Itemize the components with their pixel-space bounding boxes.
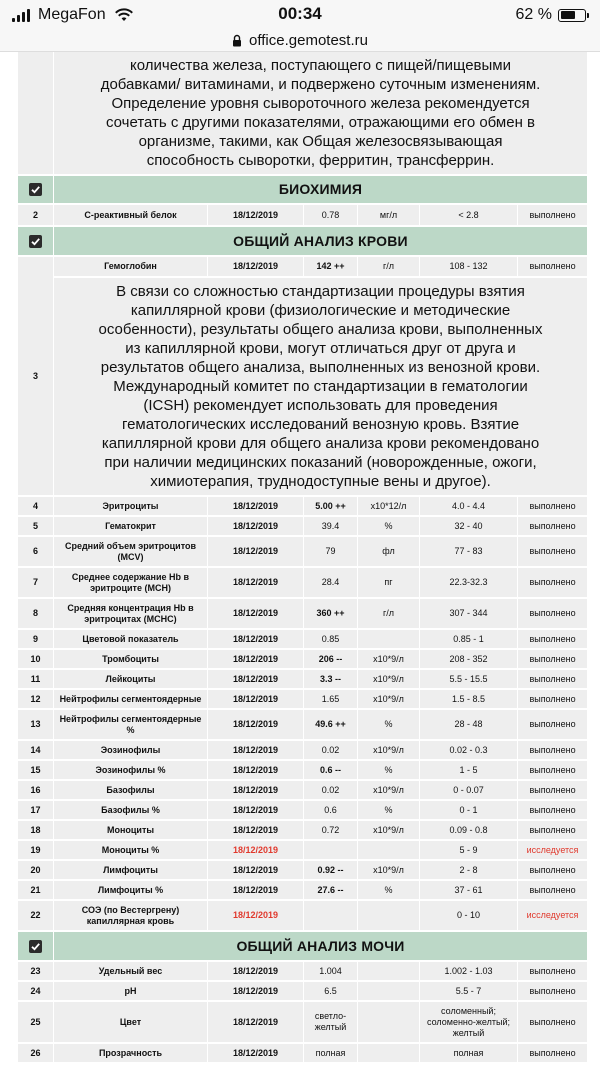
- cell-unit: x10*9/л: [358, 650, 420, 670]
- cell-date: 18/12/2019: [208, 901, 304, 932]
- cell-status: выполнено: [518, 257, 588, 278]
- cell-num: 6: [18, 537, 54, 568]
- cell-date: 18/12/2019: [208, 821, 304, 841]
- cell-unit: мг/л: [358, 205, 420, 227]
- cell-date: 18/12/2019: [208, 497, 304, 517]
- cell-name: Нейтрофилы сегментоядерные: [54, 690, 208, 710]
- section-checkbox[interactable]: [18, 176, 54, 205]
- cell-status: исследуется: [518, 841, 588, 861]
- cell-status: выполнено: [518, 205, 588, 227]
- cell-unit: x10*9/л: [358, 741, 420, 761]
- cell-status: выполнено: [518, 710, 588, 741]
- cell-num: 23: [18, 962, 54, 982]
- cell-value: 39.4: [304, 517, 358, 537]
- lock-icon: [232, 34, 242, 47]
- cell-unit: %: [358, 881, 420, 901]
- cell-num: 3: [18, 257, 54, 497]
- cell-date: 18/12/2019: [208, 599, 304, 630]
- cell-status: выполнено: [518, 881, 588, 901]
- section-checkbox[interactable]: [18, 932, 54, 962]
- cell-unit: x10*9/л: [358, 861, 420, 881]
- cell-date: 18/12/2019: [208, 741, 304, 761]
- cell-name: Нейтрофилы сегментоядерные %: [54, 710, 208, 741]
- table-row: [18, 537, 588, 568]
- table-row: [18, 761, 588, 781]
- cell-status: выполнено: [518, 982, 588, 1002]
- section-header-blood: [18, 227, 588, 257]
- cell-name: Прозрачность: [54, 1044, 208, 1064]
- cell-unit: [358, 1044, 420, 1064]
- checkbox-checked-icon[interactable]: [29, 940, 42, 953]
- cell-name: Средний объем эритроцитов (MCV): [54, 537, 208, 568]
- cell-date: 18/12/2019: [208, 517, 304, 537]
- battery-area: [516, 4, 586, 26]
- cell-ref: 1 - 5: [420, 761, 518, 781]
- cell-value: полная: [304, 1044, 358, 1064]
- cell-ref: 2 - 8: [420, 861, 518, 881]
- cell-status: выполнено: [518, 537, 588, 568]
- table-row: [18, 710, 588, 741]
- cell-status: выполнено: [518, 821, 588, 841]
- cell-name: С-реактивный белок: [54, 205, 208, 227]
- cell-ref: 0.85 - 1: [420, 630, 518, 650]
- cell-value: 0.6 --: [304, 761, 358, 781]
- cell-status: выполнено: [518, 861, 588, 881]
- table-row: [18, 881, 588, 901]
- cell-unit: %: [358, 517, 420, 537]
- cell-name: Удельный вес: [54, 962, 208, 982]
- cell-status: выполнено: [518, 670, 588, 690]
- cell-date: 18/12/2019: [208, 670, 304, 690]
- table-row: [18, 650, 588, 670]
- cell-value: 206 --: [304, 650, 358, 670]
- table-row: [18, 630, 588, 650]
- cell-value: 0.02: [304, 781, 358, 801]
- cell-num: 15: [18, 761, 54, 781]
- cell-num: 11: [18, 670, 54, 690]
- cell-ref: 32 - 40: [420, 517, 518, 537]
- cell-num: 17: [18, 801, 54, 821]
- cell-status: выполнено: [518, 1044, 588, 1064]
- cell-num: 8: [18, 599, 54, 630]
- section-title: ОБЩИЙ АНАЛИЗ КРОВИ: [54, 227, 588, 257]
- cell-value: 0.78: [304, 205, 358, 227]
- table-row: [18, 801, 588, 821]
- cell-num: 7: [18, 568, 54, 599]
- table-row: [18, 741, 588, 761]
- cell-ref: 5.5 - 15.5: [420, 670, 518, 690]
- cell-value: 49.6 ++: [304, 710, 358, 741]
- cell-status: выполнено: [518, 497, 588, 517]
- address-bar[interactable]: [0, 30, 600, 52]
- intro-row: [18, 52, 588, 176]
- cell-num: 20: [18, 861, 54, 881]
- cell-num: 19: [18, 841, 54, 861]
- checkbox-checked-icon[interactable]: [29, 183, 42, 196]
- cell-value: 1.004: [304, 962, 358, 982]
- clock: 00:34: [278, 4, 322, 23]
- cell-ref: 307 - 344: [420, 599, 518, 630]
- cell-name: Эозинофилы %: [54, 761, 208, 781]
- cell-name: Эритроциты: [54, 497, 208, 517]
- cell-status: выполнено: [518, 781, 588, 801]
- cell-ref: 4.0 - 4.4: [420, 497, 518, 517]
- cell-status: выполнено: [518, 801, 588, 821]
- cell-status: выполнено: [518, 1002, 588, 1044]
- status-bar: [0, 0, 600, 30]
- cell-date: 18/12/2019: [208, 1044, 304, 1064]
- note-row: [18, 278, 588, 497]
- cell-status: выполнено: [518, 761, 588, 781]
- cell-value: 27.6 --: [304, 881, 358, 901]
- cell-ref: 108 - 132: [420, 257, 518, 278]
- cell-date: 18/12/2019: [208, 690, 304, 710]
- cell-ref: 5.5 - 7: [420, 982, 518, 1002]
- section-header-biochem: [18, 176, 588, 205]
- cell-num: 2: [18, 205, 54, 227]
- cell-ref: 1.002 - 1.03: [420, 962, 518, 982]
- cell-name: Эозинофилы: [54, 741, 208, 761]
- cell-value: светло-желтый: [304, 1002, 358, 1044]
- cell-value: 6.5: [304, 982, 358, 1002]
- cell-value: 0.02: [304, 741, 358, 761]
- cell-date: 18/12/2019: [208, 650, 304, 670]
- cell-ref: 1.5 - 8.5: [420, 690, 518, 710]
- cell-date: 18/12/2019: [208, 982, 304, 1002]
- table-row: [18, 497, 588, 517]
- cell-name: Моноциты %: [54, 841, 208, 861]
- cell-value: 0.6: [304, 801, 358, 821]
- cell-unit: %: [358, 801, 420, 821]
- battery-icon: [558, 9, 586, 22]
- table-row: [18, 568, 588, 599]
- note-description: В связи со сложностью стандартизации процедуры взятия капиллярной крови (физиологические и методические особенности), результаты общего анализа крови, выполненных из капиллярной крови, могут отличаться друг от друга и результатов общего анализа, выполненных из венозной крови. Международный комитет по стандартизации в гематологии (ICSH) рекомендует использовать для проведения гематологических исследований венозную кровь. Взятие капиллярной крови для общего анализа крови рекомендовано при наличии медицинских показаний (новорожденные, ожоги, химиотерапия, труднодоступные вены и другое).: [54, 278, 588, 497]
- table-row: [18, 1002, 588, 1044]
- section-header-urine: [18, 932, 588, 962]
- cell-name: Лимфоциты %: [54, 881, 208, 901]
- cell-value: 142 ++: [304, 257, 358, 278]
- cell-value: [304, 841, 358, 861]
- cell-name: Базофилы: [54, 781, 208, 801]
- checkbox-checked-icon[interactable]: [29, 235, 42, 248]
- cell-status: выполнено: [518, 599, 588, 630]
- cell-name: Тромбоциты: [54, 650, 208, 670]
- table-row: [18, 962, 588, 982]
- cell-date: 18/12/2019: [208, 568, 304, 599]
- cell-value: 28.4: [304, 568, 358, 599]
- cell-ref: 0 - 0.07: [420, 781, 518, 801]
- cell-value: [304, 901, 358, 932]
- cell-unit: [358, 901, 420, 932]
- cell-name: СОЭ (по Вестергрену) капиллярная кровь: [54, 901, 208, 932]
- cell-status: исследуется: [518, 901, 588, 932]
- table-row: [18, 861, 588, 881]
- cell-ref: полная: [420, 1044, 518, 1064]
- table-row: [18, 901, 588, 932]
- cell-value: 5.00 ++: [304, 497, 358, 517]
- cell-unit: [358, 962, 420, 982]
- cell-ref: 77 - 83: [420, 537, 518, 568]
- cell-date: 18/12/2019: [208, 710, 304, 741]
- cell-unit: x10*12/л: [358, 497, 420, 517]
- table-row: [18, 781, 588, 801]
- cell-date: 18/12/2019: [208, 962, 304, 982]
- cell-date: 18/12/2019: [208, 781, 304, 801]
- cell-date: 18/12/2019: [208, 257, 304, 278]
- cell-num: 22: [18, 901, 54, 932]
- cell-status: выполнено: [518, 568, 588, 599]
- cell-num: 9: [18, 630, 54, 650]
- cell-unit: %: [358, 710, 420, 741]
- cell-num: 18: [18, 821, 54, 841]
- cell-unit: [358, 1002, 420, 1044]
- cell-num: 24: [18, 982, 54, 1002]
- cell-num: 12: [18, 690, 54, 710]
- cell-num: 4: [18, 497, 54, 517]
- results-table: [18, 52, 588, 1064]
- cell-unit: %: [358, 761, 420, 781]
- cell-status: выполнено: [518, 650, 588, 670]
- section-title: ОБЩИЙ АНАЛИЗ МОЧИ: [54, 932, 588, 962]
- cell-value: 360 ++: [304, 599, 358, 630]
- table-row: [18, 257, 588, 278]
- table-row: [18, 670, 588, 690]
- cell-num: 26: [18, 1044, 54, 1064]
- battery-percent: 62 %: [515, 6, 552, 23]
- cell-name: Цвет: [54, 1002, 208, 1044]
- cell-name: Лимфоциты: [54, 861, 208, 881]
- table-row: [18, 1044, 588, 1064]
- table-row: [18, 841, 588, 861]
- cell-value: 1.65: [304, 690, 358, 710]
- cell-ref: 37 - 61: [420, 881, 518, 901]
- cell-unit: фл: [358, 537, 420, 568]
- cell-date: 18/12/2019: [208, 761, 304, 781]
- cell-num: 16: [18, 781, 54, 801]
- cell-date: 18/12/2019: [208, 881, 304, 901]
- cell-date: 18/12/2019: [208, 841, 304, 861]
- cell-value: 0.72: [304, 821, 358, 841]
- cell-date: 18/12/2019: [208, 630, 304, 650]
- cell-unit: пг: [358, 568, 420, 599]
- cell-value: 3.3 --: [304, 670, 358, 690]
- carrier-name: MegaFon: [38, 6, 106, 23]
- cell-unit: [358, 982, 420, 1002]
- cell-ref: 208 - 352: [420, 650, 518, 670]
- cell-status: выполнено: [518, 741, 588, 761]
- cell-unit: г/л: [358, 599, 420, 630]
- cell-name: Базофилы %: [54, 801, 208, 821]
- cell-ref: 0.09 - 0.8: [420, 821, 518, 841]
- cell-date: 18/12/2019: [208, 861, 304, 881]
- cell-ref: 0 - 10: [420, 901, 518, 932]
- cell-unit: x10*9/л: [358, 781, 420, 801]
- section-title: БИОХИМИЯ: [54, 176, 588, 205]
- cell-name: Цветовой показатель: [54, 630, 208, 650]
- cell-unit: x10*9/л: [358, 821, 420, 841]
- cell-num: 13: [18, 710, 54, 741]
- results-content: [18, 52, 588, 1064]
- cell-value: 79: [304, 537, 358, 568]
- cell-ref: соломенный; соломенно-желтый; желтый: [420, 1002, 518, 1044]
- cell-num: 25: [18, 1002, 54, 1044]
- cell-name: Гемоглобин: [54, 257, 208, 278]
- intro-description: количества железа, поступающего с пищей/пищевыми добавками/ витаминами, и подвержено суточным изменениям. Определение уровня сывороточного железа рекомендуется сочетать с другими показателями, отражающими его обмен в организме, такими, как Общая железосвязывающая способность сыворотки, ферритин, трансферрин.: [54, 52, 588, 176]
- cell-unit: [358, 630, 420, 650]
- cell-name: Моноциты: [54, 821, 208, 841]
- cell-unit: [358, 841, 420, 861]
- cell-num: 14: [18, 741, 54, 761]
- cell-num: 5: [18, 517, 54, 537]
- table-row: [18, 690, 588, 710]
- section-checkbox[interactable]: [18, 227, 54, 257]
- cell-name: Лейкоциты: [54, 670, 208, 690]
- cell-value: 0.85: [304, 630, 358, 650]
- cell-status: выполнено: [518, 962, 588, 982]
- cell-date: 18/12/2019: [208, 801, 304, 821]
- table-row: [18, 517, 588, 537]
- cell-date: 18/12/2019: [208, 1002, 304, 1044]
- cell-ref: 22.3-32.3: [420, 568, 518, 599]
- cell-num: 21: [18, 881, 54, 901]
- cell-status: выполнено: [518, 517, 588, 537]
- cell-unit: x10*9/л: [358, 670, 420, 690]
- cell-date: 18/12/2019: [208, 537, 304, 568]
- cell-ref: 0.02 - 0.3: [420, 741, 518, 761]
- url-text: office.gemotest.ru: [249, 32, 368, 49]
- cell-unit: x10*9/л: [358, 690, 420, 710]
- cell-ref: 5 - 9: [420, 841, 518, 861]
- table-row: [18, 982, 588, 1002]
- cell-name: pH: [54, 982, 208, 1002]
- cell-name: Средняя концентрация Hb в эритроцитах (MCHC): [54, 599, 208, 630]
- cell-name: Гематокрит: [54, 517, 208, 537]
- cell-ref: < 2.8: [420, 205, 518, 227]
- cell-name: Среднее содержание Hb в эритроците (MCH): [54, 568, 208, 599]
- cell-unit: г/л: [358, 257, 420, 278]
- cell-date: 18/12/2019: [208, 205, 304, 227]
- table-row: [18, 821, 588, 841]
- cell-ref: 0 - 1: [420, 801, 518, 821]
- cell-status: выполнено: [518, 630, 588, 650]
- cell-num: 10: [18, 650, 54, 670]
- table-row: [18, 205, 588, 227]
- cell-status: выполнено: [518, 690, 588, 710]
- table-row: [18, 599, 588, 630]
- cell-ref: 28 - 48: [420, 710, 518, 741]
- cell-value: 0.92 --: [304, 861, 358, 881]
